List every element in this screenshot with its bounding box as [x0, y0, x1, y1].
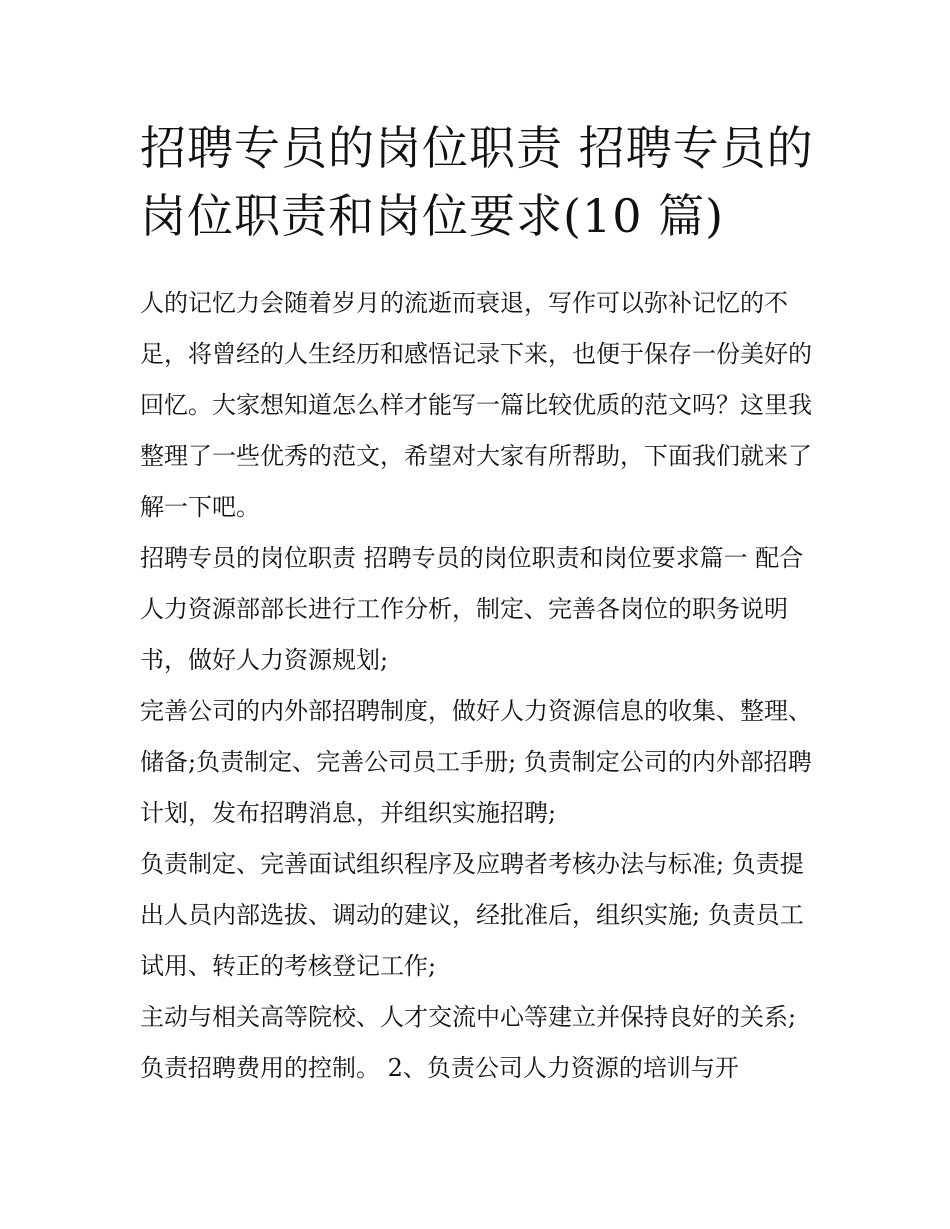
document-body	[140, 278, 815, 1094]
document-title: 招聘专员的岗位职责 招聘专员的岗位职责和岗位要求(10 篇)	[140, 121, 814, 243]
paragraph-duty-1: 招聘专员的岗位职责 招聘专员的岗位职责和岗位要求篇一 配合人力资源部部长进行工作分析，制定、完善各岗位的职务说明书，做好人力资源规划;	[140, 544, 804, 674]
paragraph-intro: 人的记忆力会随着岁月的流逝而衰退，写作可以弥补记忆的不足，将曾经的人生经历和感悟记录下来，也便于保存一份美好的回忆。大家想知道怎么样才能写一篇比较优质的范文吗？这里我整理了一些优秀的范文，希望对大家有所帮助，下面我们就来了解一下吧。	[140, 289, 812, 521]
paragraph-duty-4: 主动与相关高等院校、人才交流中心等建立并保持良好的关系; 负责招聘费用的控制。 2、负责公司人力资源的培训与开	[140, 1003, 797, 1082]
paragraph-duty-3: 负责制定、完善面试组织程序及应聘者考核办法与标准; 负责提出人员内部选拔、调动的建议，经批准后，组织实施; 负责员工试用、转正的考核登记工作;	[140, 850, 804, 980]
paragraph-duty-2: 完善公司的内外部招聘制度，做好人力资源信息的收集、整理、储备;负责制定、完善公司员工手册; 负责制定公司的内外部招聘计划，发布招聘消息，并组织实施招聘;	[140, 697, 812, 827]
